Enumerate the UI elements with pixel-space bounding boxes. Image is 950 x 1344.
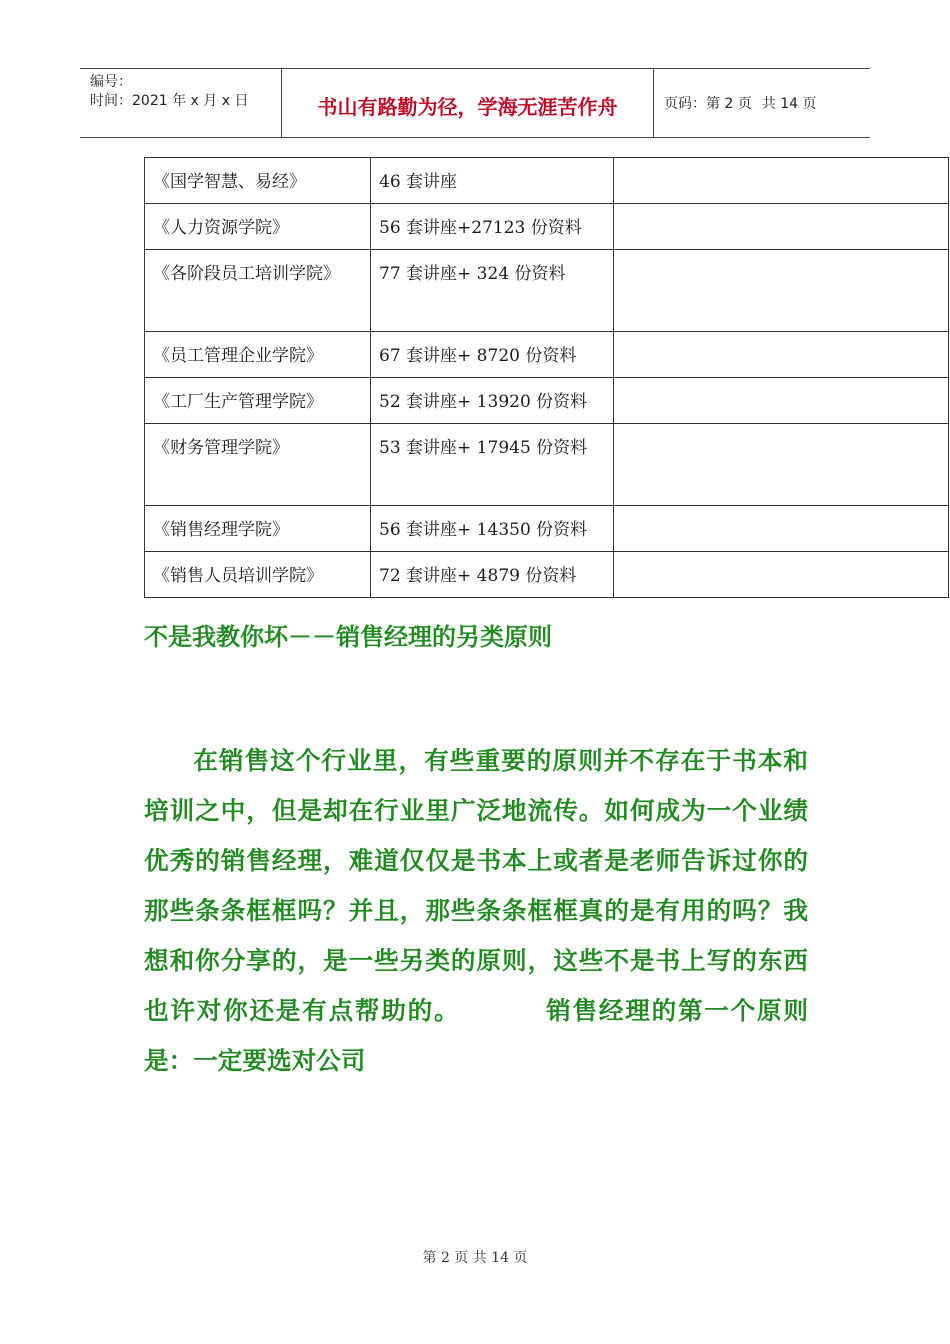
table-cell-content: 67 套讲座+ 8720 份资料 — [371, 332, 614, 378]
table-cell-name: 《员工管理企业学院》 — [145, 332, 371, 378]
table-row — [145, 250, 949, 332]
header-time-label: 时间：2021 年 x 月 x 日 — [90, 93, 249, 109]
table-cell-name: 《人力资源学院》 — [145, 204, 371, 250]
table-cell-extra — [614, 158, 949, 204]
table-row — [145, 332, 949, 378]
header-meta — [90, 73, 248, 111]
header-page-total: 共 14 页 — [761, 96, 817, 112]
table-cell-extra — [614, 204, 949, 250]
table-cell-name: 《销售人员培训学院》 — [145, 552, 371, 598]
table-row — [145, 424, 949, 506]
table-cell-content: 56 套讲座+27123 份资料 — [371, 204, 614, 250]
table-row — [145, 378, 949, 424]
header-divider — [653, 69, 654, 137]
header-number-label: 编号： — [90, 74, 132, 90]
page-footer: 第 2 页 共 14 页 — [422, 1250, 528, 1266]
article-paragraph — [144, 736, 808, 1086]
table-cell-name: 《国学智慧、易经》 — [145, 158, 371, 204]
table-cell-content: 46 套讲座 — [371, 158, 614, 204]
table-cell-name: 《工厂生产管理学院》 — [145, 378, 371, 424]
table-cell-name: 《财务管理学院》 — [145, 424, 371, 506]
table-cell-content: 56 套讲座+ 14350 份资料 — [371, 506, 614, 552]
table-cell-content: 72 套讲座+ 4879 份资料 — [371, 552, 614, 598]
table-cell-extra — [614, 332, 949, 378]
table-cell-extra — [614, 424, 949, 506]
course-table — [144, 157, 949, 598]
header-page-current: 页码：第 2 页 — [664, 96, 752, 112]
table-cell-name: 《销售经理学院》 — [145, 506, 371, 552]
table-cell-extra — [614, 506, 949, 552]
table-cell-extra — [614, 552, 949, 598]
table-cell-content: 52 套讲座+ 13920 份资料 — [371, 378, 614, 424]
header-page-info — [664, 93, 817, 113]
table-row — [145, 506, 949, 552]
table-row — [145, 158, 949, 204]
page-header — [80, 68, 870, 138]
article-title: 不是我教你坏－－销售经理的另类原则 — [144, 623, 552, 651]
table-cell-extra — [614, 378, 949, 424]
article-paragraph-part1: 在销售这个行业里，有些重要的原则并不存在于书本和培训之中，但是却在行业里广泛地流传。如何成为一个业绩优秀的销售经理，难道仅仅是书本上或者是老师告诉过你的那些条条框框吗？并且，那些条条框框真的是有用的吗？我想和你分享的，是一些另类的原则，这些不是书上写的东西也许对你还是有点帮助的。 — [144, 746, 808, 1025]
table-cell-content: 77 套讲座+ 324 份资料 — [371, 250, 614, 332]
table-cell-name: 《各阶段员工培训学院》 — [145, 250, 371, 332]
table-cell-content: 53 套讲座+ 17945 份资料 — [371, 424, 614, 506]
article-paragraph-part2: 销售经理的第一个原则是：一定要选对公司 — [144, 996, 808, 1075]
table-row — [145, 552, 949, 598]
table-cell-extra — [614, 250, 949, 332]
table-row — [145, 204, 949, 250]
header-motto: 书山有路勤为径，学海无涯苦作舟 — [317, 95, 618, 119]
